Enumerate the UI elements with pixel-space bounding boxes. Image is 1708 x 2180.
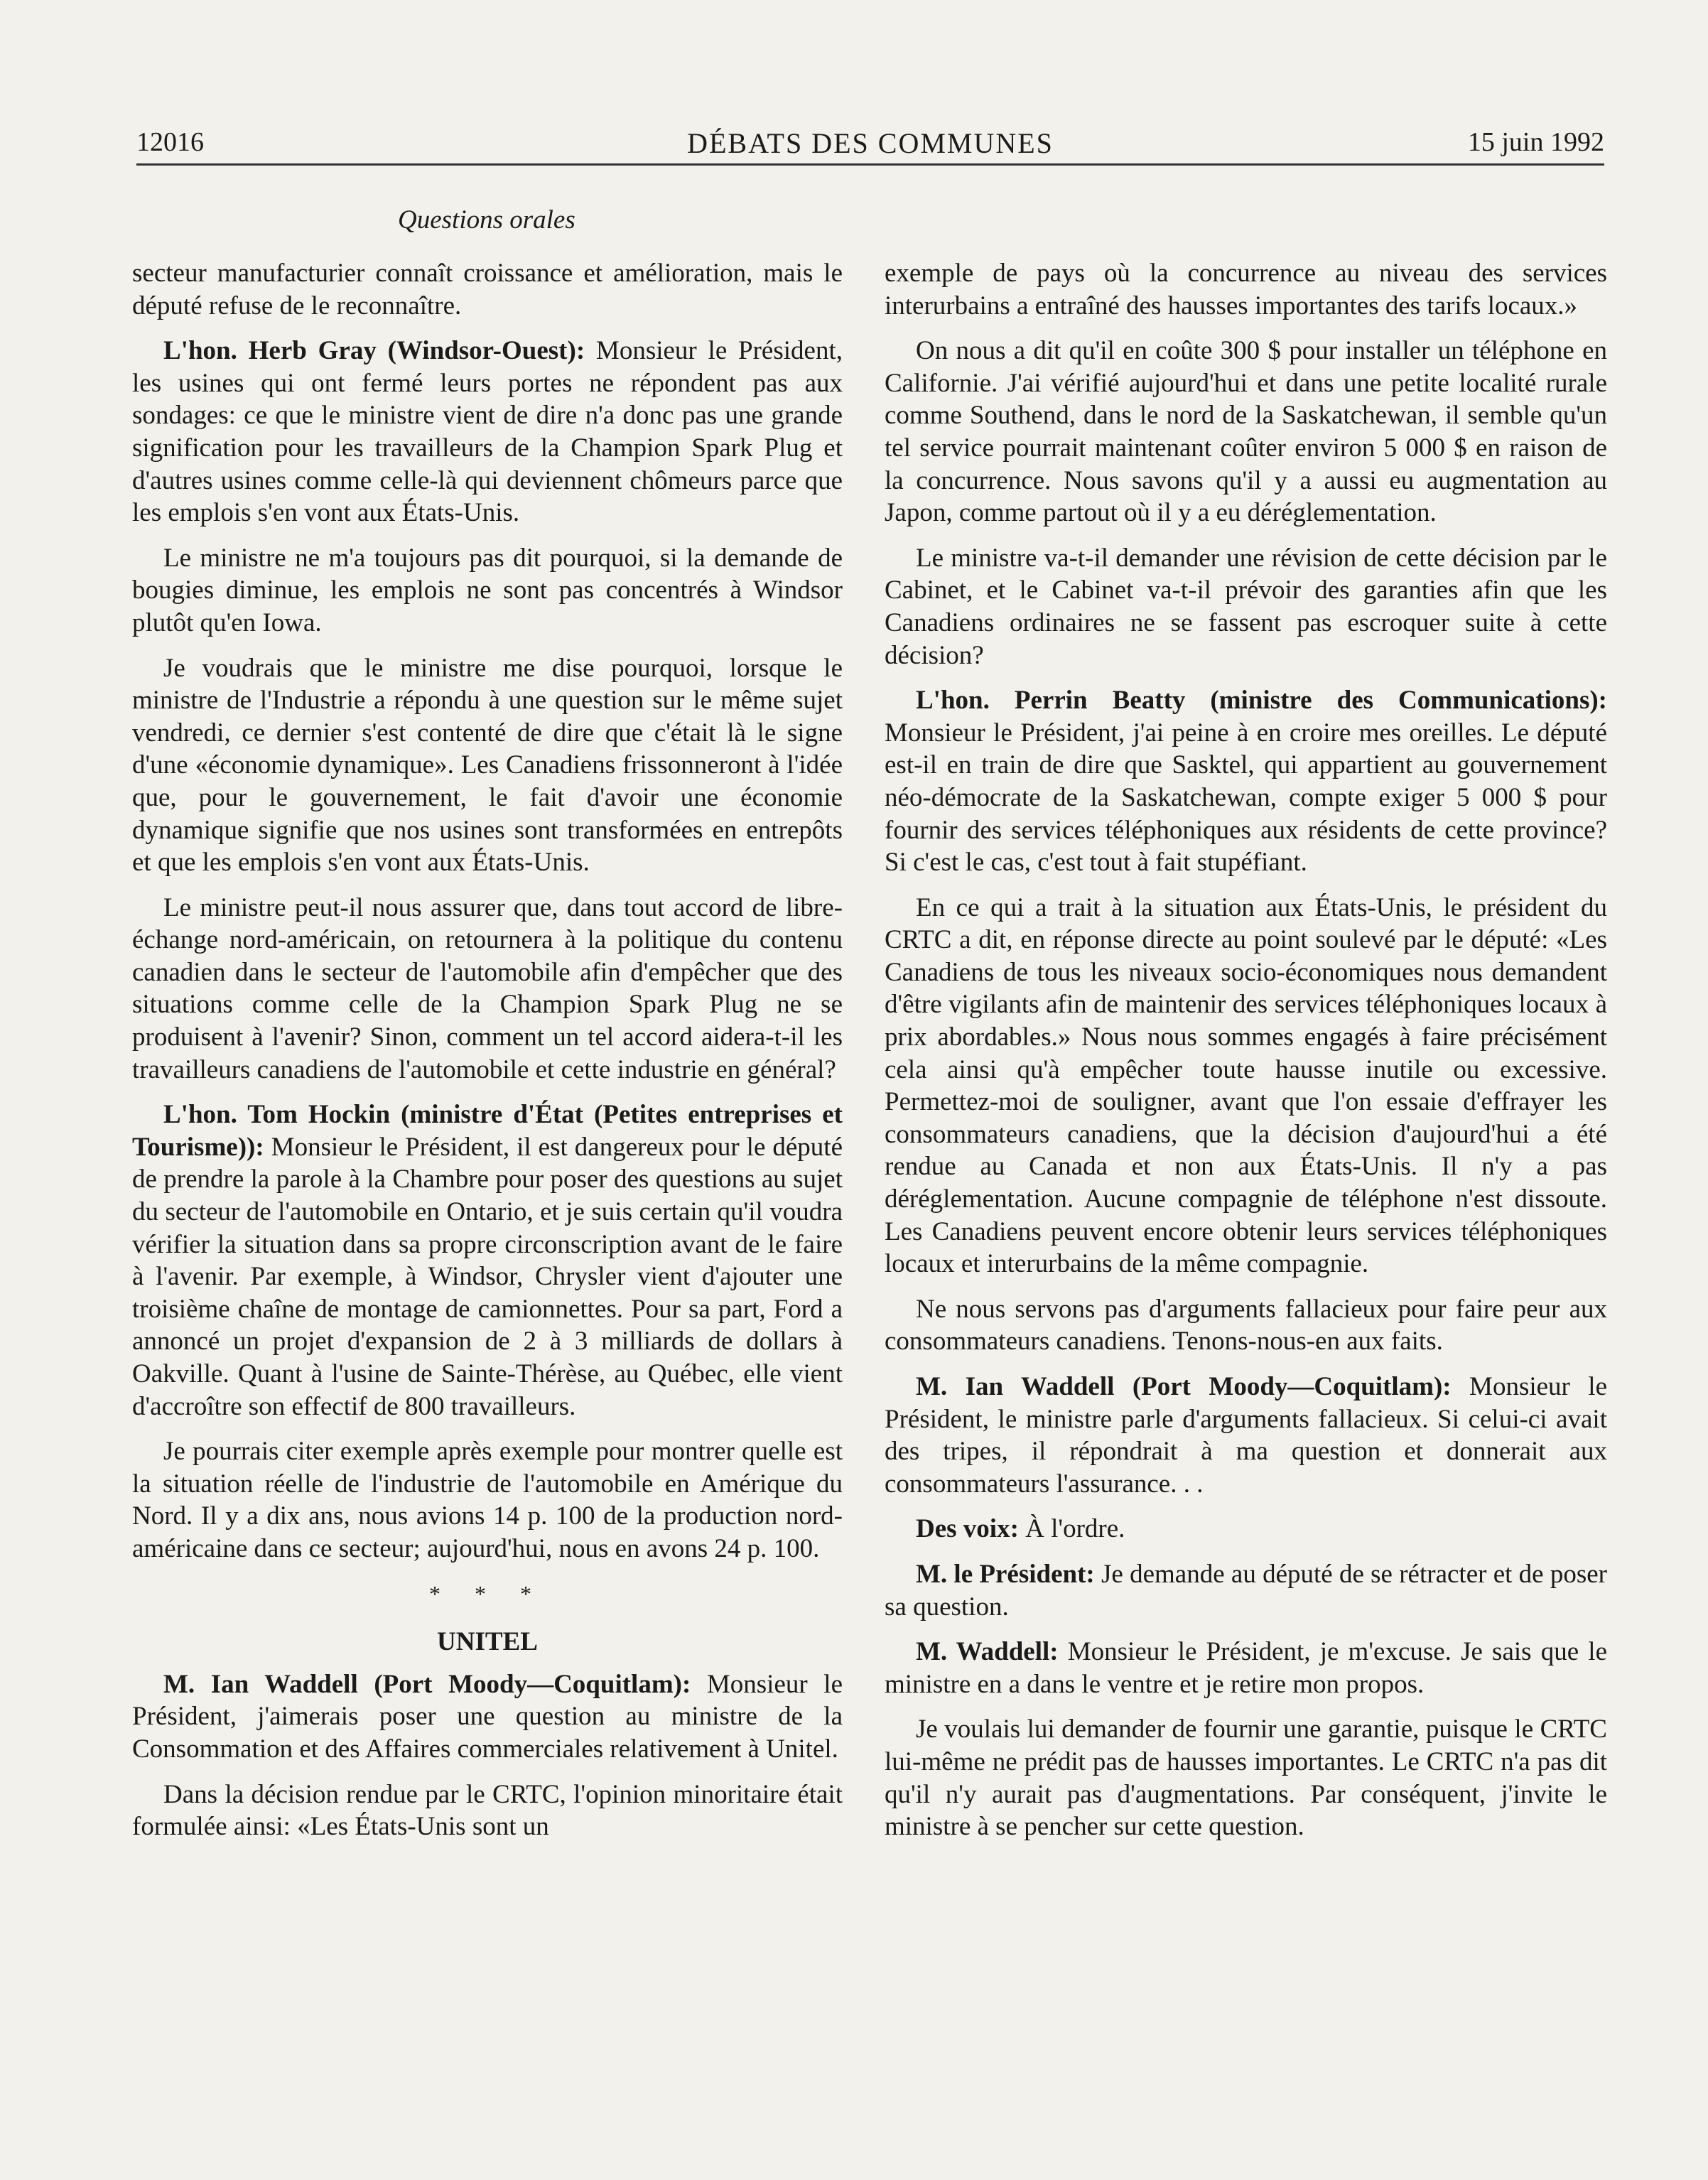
paragraph: [132, 1668, 843, 1766]
paragraph: Le ministre peut-il nous assurer que, dans tout accord de libre-échange nord-américain, on retournera à la politique du contenu canadien dans le secteur de l'automobile afin d'empêcher que des situations comme celle de la Champion Spark Plug ne se produisent à l'avenir? Sinon, comment un tel accord aidera-t-il les travailleurs canadiens de l'automobile et cette industrie en général?: [132, 892, 843, 1084]
speaker-name: M. le Président:: [916, 1559, 1095, 1589]
paragraph: Le ministre ne m'a toujours pas dit pourquoi, si la demande de bougies diminue, les emplois ne sont pas concentrés à Windsor plutôt qu'en Iowa.: [132, 543, 843, 637]
paragraph: [885, 684, 1607, 879]
speech-text: Monsieur le Président, j'aimerais poser une question au ministre de la Consommation et des Affaires commerciales relativement à Unitel.: [132, 1669, 843, 1764]
paragraph: Le ministre va-t-il demander une révision de cette décision par le Cabinet, et le Cabinet va-t-il prévoir des garanties afin que les Canadiens ordinaires ne se fassent pas escroquer suite à cette décision?: [885, 543, 1607, 670]
paragraph: Je pourrais citer exemple après exemple pour montrer quelle est la situation réelle de l'industrie de l'automobile en Amérique du Nord. Il y a dix ans, nous avions 14 p. 100 de la production nord-américaine dans ce secteur; aujourd'hui, nous en avons 24 p. 100.: [132, 1437, 843, 1563]
page-header: [136, 124, 1604, 166]
paragraph: [132, 1099, 843, 1423]
topic-heading: UNITEL: [437, 1627, 538, 1657]
paragraph: [885, 1636, 1607, 1700]
speech-text: Monsieur le Président, j'ai peine à en croire mes oreilles. Le député est-il en train de dire que Sasktel, qui appartient au gouvernement néo-démocrate de la Saskatchewan, compte exiger 5 000 $ pour fournir des services téléphoniques aux résidents de cette province? Si c'est le cas, c'est tout à fait stupéfiant.: [885, 718, 1607, 878]
speech-text: À l'ordre.: [1018, 1514, 1125, 1544]
paragraph: [885, 1371, 1607, 1500]
paragraph: [132, 335, 843, 529]
paragraph: Je voudrais que le ministre me dise pourquoi, lorsque le ministre de l'Industrie a répondu à une question sur le même sujet vendredi, ce dernier s'est contenté de dire que c'était là le signe d'une «économie dynamique». Les Canadiens frissonneront à l'idée que, pour le gouvernement, le fait d'avoir une économie dynamique signifie que nos usines sont transformées en entrepôts et que les emplois s'en vont aux États-Unis.: [132, 653, 843, 878]
speaker-name: L'hon. Tom Hockin (ministre d'État (Petites entreprises et Tourisme)):: [132, 1100, 843, 1162]
speech-text: Monsieur le Président, je m'excuse. Je sais que le ministre en a dans le ventre et je retire mon propos.: [885, 1637, 1607, 1699]
paragraph: exemple de pays où la concurrence au niveau des services interurbains a entraîné des hausses importantes des tarifs locaux.»: [885, 259, 1607, 320]
publication-date: 15 juin 1992: [1467, 127, 1604, 157]
paragraph: Dans la décision rendue par le CRTC, l'opinion minoritaire était formulée ainsi: «Les États-Unis sont un: [132, 1779, 843, 1842]
paragraph: On nous a dit qu'il en coûte 300 $ pour installer un téléphone en Californie. J'ai vérifié aujourd'hui et dans une petite localité rurale comme Southend, dans le nord de la Saskatchewan, il semble qu'un tel service pourrait maintenant coûter environ 5 000 $ en raison de la concurrence. Nous savons qu'il y a aussi eu augmentation au Japon, comme partout où il y a eu déréglementation.: [885, 336, 1607, 528]
publication-title: DÉBATS DES COMMUNES: [687, 127, 1054, 159]
section-title: Questions orales: [398, 205, 575, 234]
paragraph: Je voulais lui demander de fournir une garantie, puisque le CRTC lui-même ne prédit pas de hausses importantes. Le CRTC n'a pas dit qu'il n'y aurait pas d'augmentations. Par conséquent, j'invite le ministre à se pencher sur cette question.: [885, 1715, 1607, 1842]
paragraph: secteur manufacturier connaît croissance et amélioration, mais le député refuse de le reconnaître.: [132, 259, 843, 320]
speaker-name: M. Ian Waddell (Port Moody—Coquitlam):: [916, 1372, 1452, 1401]
paragraph: [885, 1513, 1607, 1545]
paragraph: Ne nous servons pas d'arguments fallacieux pour faire peur aux consommateurs canadiens. Tenons-nous-en aux faits.: [885, 1294, 1607, 1356]
right-column: [885, 257, 1607, 1856]
speaker-name: Des voix:: [916, 1514, 1019, 1544]
speech-text: Je demande au député de se rétracter et de poser sa question.: [885, 1559, 1607, 1621]
speech-text: Monsieur le Président, il est dangereux pour le député de prendre la parole à la Chambre pour poser des questions au sujet du secteur de l'automobile en Ontario, et je suis certain qu'il voudra vérifier la situation dans sa propre circonscription avant de le faire à l'avenir. Par exemple, à Windsor, Chrysler vient d'ajouter une troisième chaîne de montage de camionnettes. Pour sa part, Ford a annoncé un projet d'expansion de 2 à 3 milliards de dollars à Oakville. Quant à l'usine de Sainte-Thérèse, au Québec, elle vient d'accroître son effectif de 800 travailleurs.: [132, 1132, 843, 1421]
paragraph: En ce qui a trait à la situation aux États-Unis, le président du CRTC a dit, en réponse directe au point soulevé par le député: «Les Canadiens de tous les niveaux socio-économiques nous demandent d'être vigilants afin de maintenir des services téléphoniques locaux à prix abordables.» Nous nous sommes engagés à faire précisément cela ainsi qu'à empêcher toute hausse inutile ou excessive. Permettez-moi de souligner, avant que l'on essaie d'effrayer les consommateurs canadiens, que la décision d'aujourd'hui a été rendue au Canada et non aux États-Unis. Il n'y a pas déréglementation. Aucune compagnie de téléphone n'est dissoute. Les Canadiens peuvent encore obtenir leurs services téléphoniques locaux et interurbains de la même compagnie.: [885, 892, 1607, 1279]
speaker-name: L'hon. Perrin Beatty (ministre des Communications):: [916, 686, 1607, 716]
section-separator: * * *: [429, 1580, 546, 1607]
speech-text: Monsieur le Président, les usines qui ont fermé leurs portes ne répondent pas aux sondages: ce que le ministre vient de dire n'a donc pas une grande signification pour les travailleurs de la Champion Spark Plug et d'autres usines comme celle-là qui deviennent chômeurs parce que les emplois s'en vont aux États-Unis.: [132, 336, 843, 528]
left-column: [132, 257, 843, 1856]
speaker-name: M. Waddell:: [916, 1637, 1059, 1667]
speech-text: Monsieur le Président, le ministre parle d'arguments fallacieux. Si celui-ci avait des tripes, il répondrait à ma question et donnerait aux consommateurs l'assurance. . .: [885, 1372, 1607, 1499]
page-number: 12016: [136, 127, 204, 157]
paragraph: [885, 1558, 1607, 1623]
speaker-name: M. Ian Waddell (Port Moody—Coquitlam):: [163, 1669, 691, 1699]
speaker-name: L'hon. Herb Gray (Windsor-Ouest):: [163, 336, 585, 366]
